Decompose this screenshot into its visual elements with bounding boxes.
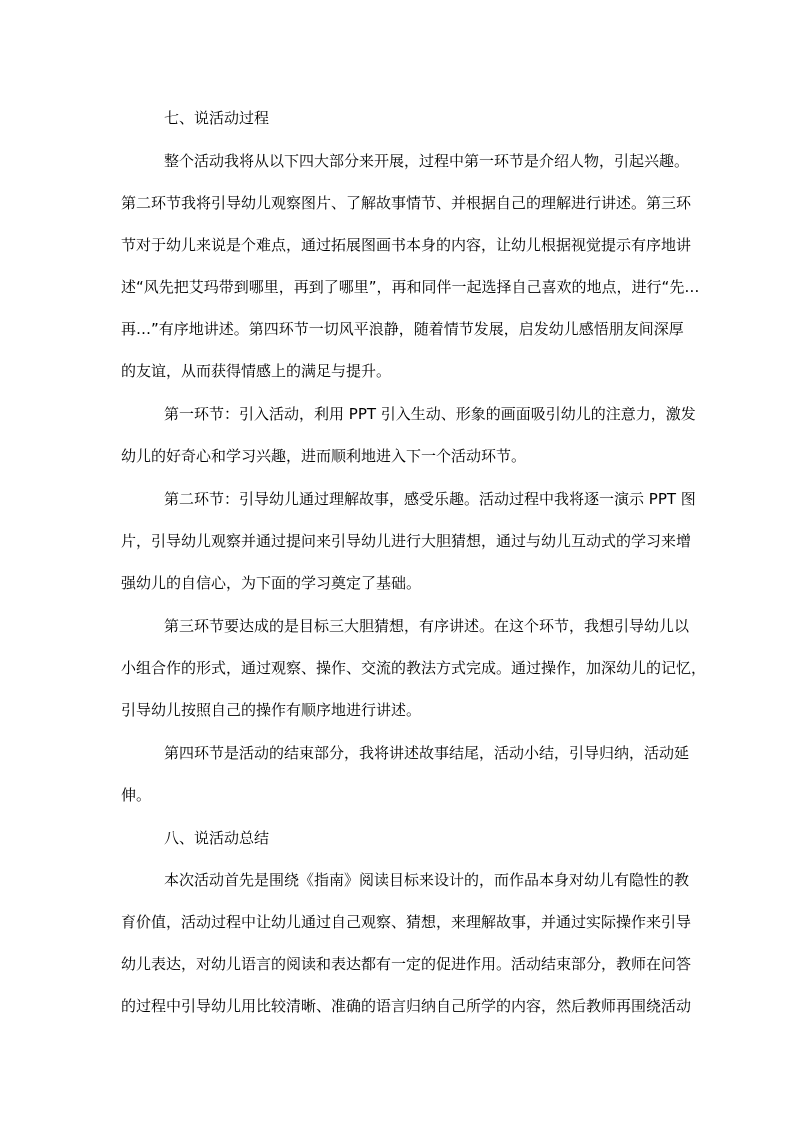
- paragraph-line: 的友谊，从而获得情感上的满足与提升。: [121, 362, 392, 380]
- paragraph-line: 节对于幼儿来说是个难点，通过拓展图画书本身的内容，让幼儿根据视觉提示有序地讲: [121, 236, 692, 254]
- paragraph-line: 整个活动我将从以下四大部分来开展，过程中第一环节是介绍人物，引起兴趣。: [164, 152, 690, 170]
- paragraph-line: 强幼儿的自信心，为下面的学习奠定了基础。: [121, 574, 422, 592]
- paragraph-line: 伸。: [121, 786, 152, 804]
- paragraph-line: 的过程中引导幼儿用比较清晰、准确的语言归纳自己所学的内容，然后教师再围绕活动: [121, 997, 692, 1015]
- paragraph-line: 幼儿表达，对幼儿语言的阅读和表达都有一定的促进作用。活动结束部分，教师在问答: [121, 955, 692, 973]
- paragraph-line: 幼儿的好奇心和学习兴趣，进而顺利地进入下一个活动环节。: [121, 447, 527, 465]
- paragraph-line: 小组合作的形式，通过观察、操作、交流的教法方式完成。通过操作，加深幼儿的记忆，: [121, 659, 707, 677]
- paragraph-line: 第四环节是活动的结束部分，我将讲述故事结尾，活动小结，引导归纳，活动延: [164, 744, 690, 762]
- paragraph-line: 育价值，活动过程中让幼儿通过自己观察、猜想，来理解故事，并通过实际操作来引导: [121, 913, 692, 931]
- paragraph-line: 第三环节要达成的是目标三大胆猜想，有序讲述。在这个环节，我想引导幼儿以: [164, 617, 690, 635]
- paragraph-line: 引导幼儿按照自己的操作有顺序地进行讲述。: [121, 701, 422, 719]
- paragraph-line: 第一环节：引入活动，利用 PPT 引入生动、形象的画面吸引幼儿的注意力，激发: [164, 405, 696, 423]
- section-8-heading: 八、说活动总结: [164, 829, 270, 847]
- paragraph-line: 述“风先把艾玛带到哪里，再到了哪里”，再和同伴一起选择自己喜欢的地点，进行“先…: [121, 278, 700, 296]
- paragraph-line: 再…”有序地讲述。第四环节一切风平浪静，随着情节发展，启发幼儿感悟朋友间深厚: [121, 320, 684, 338]
- paragraph-line: 本次活动首先是围绕《指南》阅读目标来设计的，而作品本身对幼儿有隐性的教: [164, 871, 690, 889]
- section-7-heading: 七、说活动过程: [164, 109, 270, 127]
- paragraph-line: 第二环节：引导幼儿通过理解故事，感受乐趣。活动过程中我将逐一演示 PPT 图: [164, 490, 696, 508]
- paragraph-line: 片，引导幼儿观察并通过提问来引导幼儿进行大胆猜想，通过与幼儿互动式的学习来增: [121, 532, 692, 550]
- paragraph-line: 第二环节我将引导幼儿观察图片、了解故事情节、并根据自己的理解进行讲述。第三环: [121, 194, 692, 212]
